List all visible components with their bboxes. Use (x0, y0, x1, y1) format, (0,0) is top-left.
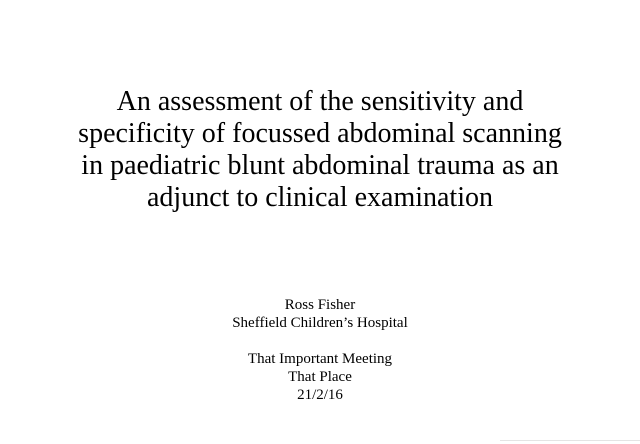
meeting-name: That Important Meeting (247, 351, 393, 367)
author-name: Ross Fisher (284, 297, 356, 313)
title-line-2: specificity of focussed abdominal scanning (78, 118, 562, 149)
spacer (120, 332, 520, 350)
presenter-details (120, 296, 520, 404)
title-line-1: An assessment of the sensitivity and (116, 86, 524, 117)
slide-edge-divider (500, 440, 640, 441)
title-line-3: in paediatric blunt abdominal trauma as an (81, 150, 559, 181)
meeting-place: That Place (288, 369, 352, 385)
slide-title (40, 86, 600, 214)
title-line-4: adjunct to clinical examination (147, 182, 493, 213)
author-affiliation: Sheffield Children’s Hospital (232, 315, 408, 331)
meeting-date: 21/2/16 (297, 387, 343, 403)
